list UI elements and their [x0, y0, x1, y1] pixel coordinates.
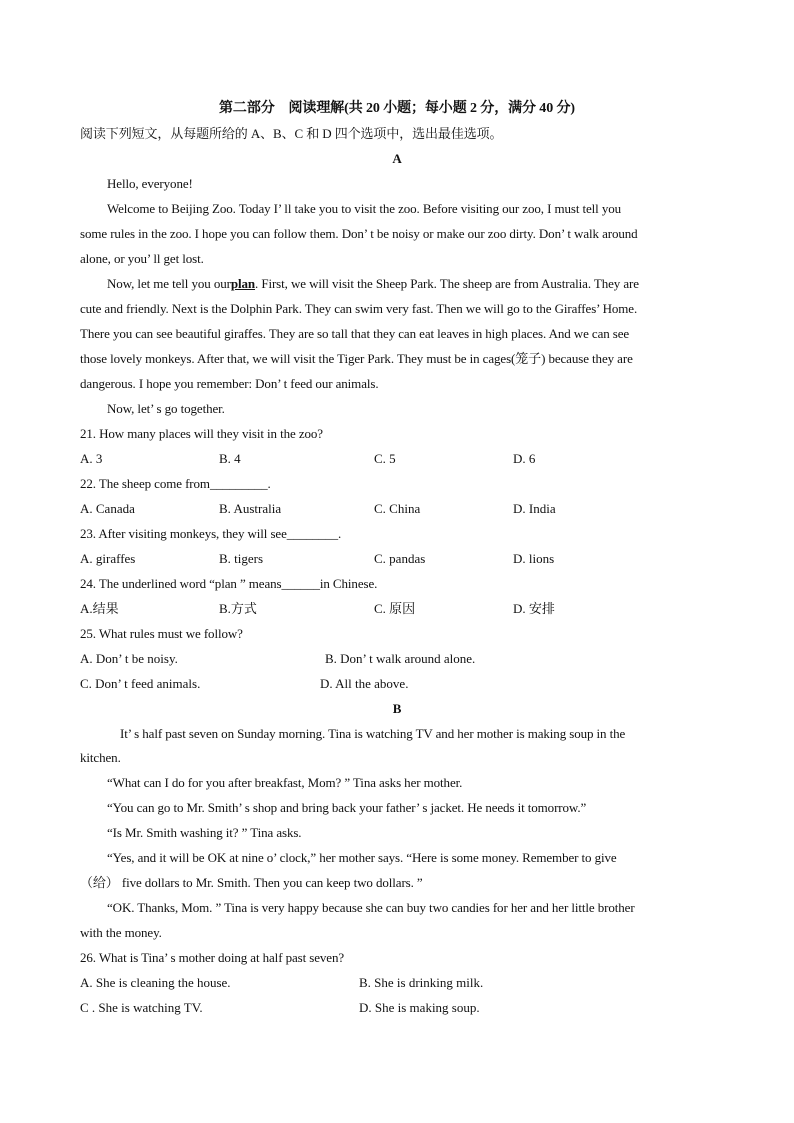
q24-option-a: A.结果 — [80, 601, 119, 616]
q21-option-a: A. 3 — [80, 451, 103, 466]
q25-option-c: C. Don’ t feed animals. — [80, 676, 201, 691]
passage-b-p1-line2: kitchen. — [80, 750, 121, 765]
passage-b-p2: “What can I do for you after breakfast, Mom? ” Tina asks her mother. — [107, 775, 463, 790]
q25-option-d: D. All the above. — [320, 676, 409, 691]
passage-a-p1-line3: alone, or you’ ll get lost. — [80, 251, 204, 266]
instructions: 阅读下列短文，从每题所给的 A、B、C 和 D 四个选项中，选出最佳选项。 — [80, 126, 503, 141]
q24-option-b: B.方式 — [219, 601, 257, 616]
passage-b-p1-line1: It’ s half past seven on Sunday morning. Tina is watching TV and her mother is making soup in the — [120, 726, 626, 741]
passage-b-label: B — [392, 701, 402, 716]
q21-option-d: D. 6 — [513, 451, 536, 466]
passage-a-p1-line2: some rules in the zoo. I hope you can follow them. Don’ t be noisy or make our zoo dirty. Don’ t walk around — [80, 226, 638, 241]
q26-option-b: B. She is drinking milk. — [359, 975, 484, 990]
passage-b-p5-line2: （给） five dollars to Mr. Smith. Then you can keep two dollars. ” — [80, 875, 423, 890]
q21-option-c: C. 5 — [374, 451, 396, 466]
q22-option-d: D. India — [513, 501, 556, 516]
q24-option-c: C. 原因 — [374, 601, 416, 616]
passage-b-p6-line1: “OK. Thanks, Mom. ” Tina is very happy because she can buy two candies for her and her little brother — [107, 900, 635, 915]
question-26-stem: 26. What is Tina’ s mother doing at half past seven? — [80, 950, 345, 965]
q25-option-b: B. Don’ t walk around alone. — [325, 651, 476, 666]
q22-option-c: C. China — [374, 501, 421, 516]
q26-option-a: A. She is cleaning the house. — [80, 975, 231, 990]
passage-a-p2-line2: cute and friendly. Next is the Dolphin Park. They can swim very fast. Then we will go to the Giraffes’ Home. — [80, 301, 638, 316]
passage-a-p3: Now, let’ s go together. — [107, 401, 225, 416]
q22-option-b: B. Australia — [219, 501, 282, 516]
q23-option-b: B. tigers — [219, 551, 264, 566]
q25-option-a: A. Don’ t be noisy. — [80, 651, 178, 666]
passage-a-p1-line1: Welcome to Beijing Zoo. Today I’ ll take you to visit the zoo. Before visiting our zoo, I must tell you — [107, 201, 622, 216]
question-25-stem: 25. What rules must we follow? — [80, 626, 243, 641]
question-21-stem: 21. How many places will they visit in the zoo? — [80, 426, 323, 441]
q23-option-a: A. giraffes — [80, 551, 136, 566]
underlined-word-plan: plan — [230, 276, 256, 291]
passage-b-p3: “You can go to Mr. Smith’ s shop and bring back your father’ s jacket. He needs it tomorrow.” — [107, 800, 587, 815]
question-23-stem: 23. After visiting monkeys, they will see________. — [80, 526, 342, 541]
q26-option-d: D. She is making soup. — [359, 1000, 480, 1015]
passage-a-p2-line5: dangerous. I hope you remember: Don’ t feed our animals. — [80, 376, 379, 391]
question-24-stem: 24. The underlined word “plan ” means______in Chinese. — [80, 576, 378, 591]
q23-option-c: C. pandas — [374, 551, 426, 566]
passage-b-p4: “Is Mr. Smith washing it? ” Tina asks. — [107, 825, 302, 840]
question-22-stem: 22. The sheep come from_________. — [80, 476, 271, 491]
passage-a-greeting: Hello, everyone! — [107, 176, 193, 191]
passage-a-p2-line3: There you can see beautiful giraffes. They are so tall that they can eat leaves in high places. And we can see — [80, 326, 630, 341]
q24-option-d: D. 安排 — [513, 601, 555, 616]
passage-a-p2-line1 — [107, 276, 747, 292]
q26-option-c: C . She is watching TV. — [80, 1000, 203, 1015]
passage-a-p2-line4: those lovely monkeys. After that, we will visit the Tiger Park. They must be in cages(笼子) because they are — [80, 351, 633, 366]
p2-pre: Now, let me tell you our — [107, 276, 231, 291]
q21-option-b: B. 4 — [219, 451, 241, 466]
q23-option-d: D. lions — [513, 551, 555, 566]
passage-b-p6-line2: with the money. — [80, 925, 162, 940]
section-title: 第二部分 阅读理解(共 20 小题；每小题 2 分，满分 40 分) — [219, 101, 575, 116]
q22-option-a: A. Canada — [80, 501, 135, 516]
passage-b-p5-line1: “Yes, and it will be OK at nine o’ clock,” her mother says. “Here is some money. Remember to give — [107, 850, 617, 865]
p2-post: . First, we will visit the Sheep Park. The sheep are from Australia. They are — [255, 276, 639, 291]
passage-a-label: A — [392, 151, 402, 166]
